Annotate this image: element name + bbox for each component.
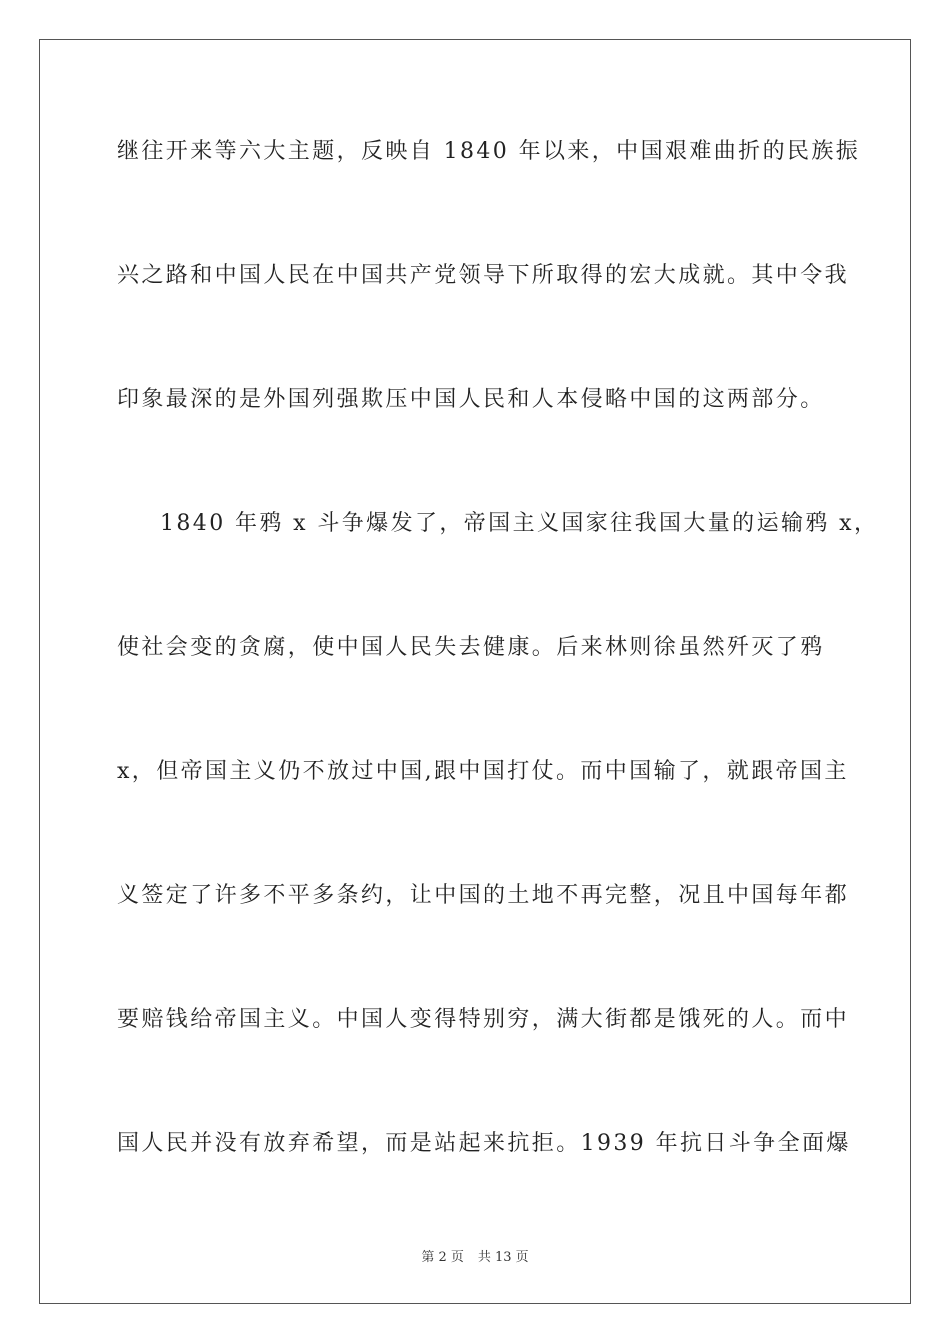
text-line-2: 兴之路和中国人民在中国共产党领导下所取得的宏大成就。其中令我 [117,263,850,288]
text-line-1: 继往开来等六大主题，反映自 1840 年以来，中国艰难曲折的民族振 [117,139,861,164]
text-line-3: 印象最深的是外国列强欺压中国人民和人本侵略中国的这两部分。 [117,387,825,412]
text-line-7: 义签定了许多不平多条约，让中国的土地不再完整，况且中国每年都 [117,883,850,908]
text-line-4-paragraph-start: 1840 年鸦 x 斗争爆发了，帝国主义国家往我国大量的运输鸦 x， [160,511,879,536]
text-line-5: 使社会变的贪腐，使中国人民失去健康。后来林则徐虽然歼灭了鸦 [117,635,825,660]
text-line-8: 要赔钱给帝国主义。中国人变得特别穷，满大街都是饿死的人。而中 [117,1007,850,1032]
page-footer [0,1246,950,1265]
total-pages: 共 13 页 [477,1250,529,1265]
page-number: 第 2 页 [421,1250,464,1265]
text-line-9: 国人民并没有放弃希望，而是站起来抗拒。1939 年抗日斗争全面爆 [117,1131,851,1156]
text-line-6: x，但帝国主义仍不放过中国,跟中国打仗。而中国输了，就跟帝国主 [117,759,849,784]
page-border [39,39,911,1304]
